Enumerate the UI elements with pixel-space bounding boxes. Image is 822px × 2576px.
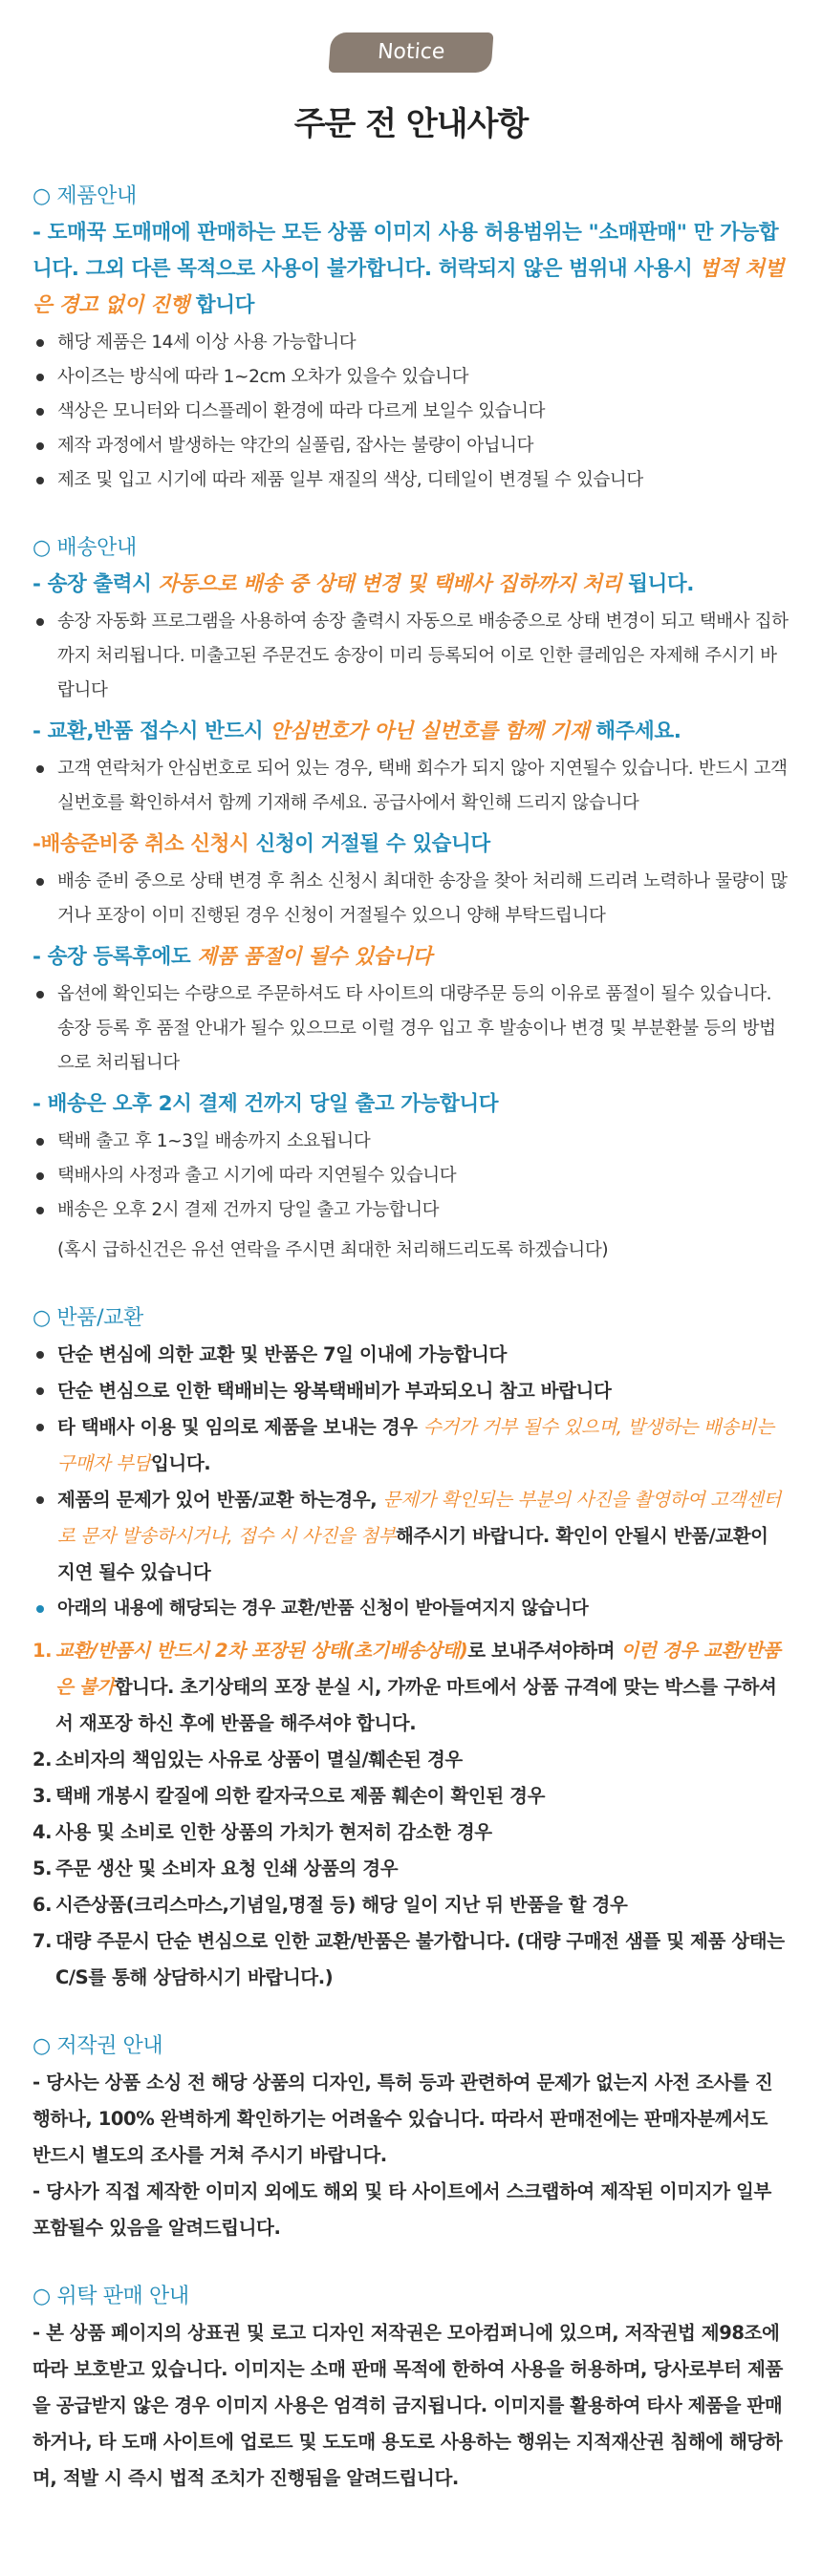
delivery-heading-2-emph: 안심번호가 아닌 실번호를 함께 기재	[270, 719, 590, 743]
list-item	[32, 1851, 790, 1887]
returns-l1-emph2: 이런 경우 교환/반품은 불가	[55, 1640, 781, 1698]
list-number: 3.	[32, 1785, 53, 1807]
list-item: 아래의 내용에 해당되는 경우 교환/반품 신청이 받아들여지지 않습니다	[32, 1591, 790, 1627]
list-item: 제작 과정에서 발생하는 약간의 실풀림, 잡사는 불량이 아닙니다	[32, 429, 790, 463]
delivery-heading-1-emph: 자동으로 배송 중 상태 변경 및 택배사 집하까지 처리	[158, 572, 622, 596]
delivery-heading-5-text: - 배송은 오후 2시 결제 건까지 당일 출고 가능합니다	[32, 1092, 499, 1116]
list-number: 2.	[32, 1749, 53, 1771]
returns-bullets	[32, 1337, 790, 1627]
list-item: 택배사의 사정과 출고 시기에 따라 지연될수 있습니다	[32, 1159, 790, 1193]
section-copyright-title: ○ 저작권 안내	[32, 2034, 163, 2058]
delivery-heading-1-pre: - 송장 출력시	[32, 572, 159, 596]
page-title: 주문 전 안내사항	[293, 105, 529, 143]
list-item: 사이즈는 방식에 따라 1~2cm 오차가 있을수 있습니다	[32, 360, 790, 395]
list-item: 송장 자동화 프로그램을 사용하여 송장 출력시 자동으로 배송중으로 상태 변경이 되고 택배사 집하까지 처리됩니다. 미출고된 주문건도 송장이 미리 등록되어 이로 인한 클레임은 자제해 주시기 바랍니다	[32, 605, 790, 708]
delivery-heading-4-pre: - 송장 등록후에도	[32, 945, 198, 969]
copyright-paragraph-1: - 당사는 상품 소싱 전 해당 상품의 디자인, 특허 등과 관련하여 문제가 없는지 사전 조사를 진행하나, 100% 완벽하게 확인하기는 어려울수 있습니다. 따라서 판매전에는 판매자분께서도 반드시 별도의 조사를 거쳐 주시기 바랍니다.	[32, 2072, 773, 2166]
product-usage-emphasis: 법적 처벌은 경고 없이 진행	[32, 257, 785, 317]
delivery-heading-2-post: 해주세요.	[589, 719, 681, 743]
section-consign	[32, 2281, 790, 2497]
section-product	[32, 181, 790, 498]
returns-b4-pre: 제품의 문제가 있어 반품/교환 하는경우,	[57, 1489, 383, 1511]
returns-b3-pre: 타 택배사 이용 및 임의로 제품을 보내는 경우	[57, 1416, 423, 1438]
list-item: 색상은 모니터와 디스플레이 환경에 따라 다르게 보일수 있습니다	[32, 395, 790, 429]
product-bullets	[32, 326, 790, 498]
delivery-heading-3-blue: 신청이 거절될 수 있습니다	[249, 832, 490, 856]
delivery-heading-1-post: 됩니다.	[621, 572, 695, 596]
list-item: 제조 및 입고 시기에 따라 제품 일부 재질의 색상, 디테일이 변경될 수 있습니다	[32, 463, 790, 498]
consign-paragraph-1: - 본 상품 페이지의 상표권 및 로고 디자인 저작권은 모아컴퍼니에 있으며, 저작권법 제98조에 따라 보호받고 있습니다. 이미지는 소매 판매 목적에 한하여 사용을 허용하며, 당사로부터 제품을 공급받지 않은 경우 이미지 사용은 엄격히 금지됩니다. 이미지를 활용하여 타사 제품을 판매하거나, 타 도매 사이트에 업로드 및 도도매 용도로 사용하는 행위는 지적재산권 침해에 해당하며, 적발 시 즉시 법적 조치가 진행됨을 알려드립니다.	[32, 2322, 783, 2489]
section-delivery-title: ○ 배송안내	[32, 536, 137, 560]
returns-b3-post: 입니다.	[150, 1452, 211, 1474]
list-item: 고객 연락처가 안심번호로 되어 있는 경우, 택배 회수가 되지 않아 지연될수 있습니다. 반드시 고객 실번호를 확인하셔서 함께 기재해 주세요. 공급사에서 확인해 드리지 않습니다	[32, 752, 790, 821]
list-item	[32, 1409, 790, 1482]
delivery-bullets-3	[32, 865, 790, 934]
delivery-bullets-4	[32, 977, 790, 1081]
list-item: 배송은 오후 2시 결제 건까지 당일 출고 가능합니다	[32, 1193, 790, 1228]
list-number: 7.	[32, 1930, 53, 1952]
section-delivery	[32, 532, 790, 1268]
delivery-heading-1	[32, 567, 790, 603]
list-item: 옵션에 확인되는 수량으로 주문하셔도 타 사이트의 대량주문 등의 이유로 품절이 될수 있습니다. 송장 등록 후 품절 안내가 될수 있으므로 이럴 경우 입고 후 발송이나 변경 및 부분환불 등의 방법으로 처리됩니다	[32, 977, 790, 1081]
returns-b3-emph: 수거가 거부 될수 있으며, 발생하는 배송비는 구매자 부담	[57, 1416, 774, 1474]
delivery-heading-4	[32, 939, 790, 976]
list-item: 해당 제품은 14세 이상 사용 가능합니다	[32, 326, 790, 360]
list-item	[32, 1887, 790, 1923]
list-item: 단순 변심에 의한 교환 및 반품은 7일 이내에 가능합니다	[32, 1337, 790, 1373]
delivery-heading-2-pre: - 교환,반품 접수시 반드시	[32, 719, 270, 743]
list-text: 사용 및 소비로 인한 상품의 가치가 현저히 감소한 경우	[55, 1821, 492, 1843]
list-number: 6.	[32, 1894, 53, 1916]
list-number: 5.	[32, 1857, 53, 1879]
delivery-heading-5	[32, 1086, 790, 1123]
delivery-heading-3-orange: -배송준비중 취소 신청시	[32, 832, 249, 856]
list-number: 1.	[32, 1640, 53, 1662]
section-product-title: ○ 제품안내	[32, 184, 137, 208]
list-item: 택배 출고 후 1~3일 배송까지 소요됩니다	[32, 1125, 790, 1159]
returns-b4-post: 해주시기 바랍니다. 확인이 안될시 반품/교환이 지연 될수 있습니다	[57, 1525, 768, 1583]
list-text: 시즌상품(크리스마스,기념일,명절 등) 해당 일이 지난 뒤 반품을 할 경우	[55, 1894, 628, 1916]
returns-l1-post: 합니다. 초기상태의 포장 분실 시, 가까운 마트에서 상품 규격에 맞는 박스를 구하셔서 재포장 하신 후에 반품을 해주셔야 합니다.	[55, 1676, 777, 1734]
section-copyright	[32, 2030, 790, 2246]
list-text: 택배 개봉시 칼질에 의한 칼자국으로 제품 훼손이 확인된 경우	[55, 1785, 546, 1807]
list-text: 소비자의 책임있는 사유로 상품이 멸실/훼손된 경우	[55, 1749, 463, 1771]
list-text: 주문 생산 및 소비자 요청 인쇄 상품의 경우	[55, 1857, 399, 1879]
copyright-paragraph-2: - 당사가 직접 제작한 이미지 외에도 해외 및 타 사이트에서 스크랩하여 제작된 이미지가 일부 포함될수 있음을 알려드립니다.	[32, 2180, 771, 2239]
product-usage-tail: 합니다	[188, 293, 255, 317]
list-item	[32, 1742, 790, 1778]
delivery-heading-2	[32, 714, 790, 750]
delivery-bullets-5	[32, 1125, 790, 1228]
section-returns	[32, 1302, 790, 1996]
returns-b4-emph: 문제가 확인되는 부분의 사진을 촬영하여 고객센터로 문자 발송하시거나, 접수 시 사진을 첨부	[57, 1489, 781, 1547]
list-item	[32, 1923, 790, 1996]
list-item	[32, 1482, 790, 1591]
list-item	[32, 1778, 790, 1814]
returns-l1-emph1: 교환/반품시 반드시 2차 포장된 상태(초기배송상태)	[55, 1640, 468, 1662]
section-consign-title: ○ 위탁 판매 안내	[32, 2285, 189, 2308]
delivery-heading-3	[32, 826, 790, 863]
list-item	[32, 1814, 790, 1851]
delivery-heading-4-emph: 제품 품절이 될수 있습니다	[197, 945, 432, 969]
list-text: 대량 주문시 단순 변심으로 인한 교환/반품은 불가합니다. (대량 구매전 샘플 및 제품 상태는 C/S를 통해 상담하시기 바랍니다.)	[55, 1930, 785, 1988]
list-number: 4.	[32, 1821, 53, 1843]
returns-l1-mid: 로 보내주셔야하며	[467, 1640, 621, 1662]
list-item: 배송 준비 중으로 상태 변경 후 취소 신청시 최대한 송장을 찾아 처리해 드리려 노력하나 물량이 많거나 포장이 이미 진행된 경우 신청이 거절될수 있으니 양해 부탁드립니다	[32, 865, 790, 934]
returns-exceptions-list	[32, 1633, 790, 1996]
section-returns-title: ○ 반품/교환	[32, 1306, 143, 1330]
list-item: 단순 변심으로 인한 택배비는 왕복택배비가 부과되오니 참고 바랍니다	[32, 1373, 790, 1409]
product-usage-notice	[32, 215, 790, 324]
notice-badge: Notice	[328, 32, 493, 73]
notice-badge-wrap	[32, 32, 790, 78]
delivery-note: (혹시 급하신건은 유선 연락을 주시면 최대한 처리해드리도록 하겠습니다)	[57, 1240, 609, 1260]
product-usage-text: - 도매꾹 도매매에 판매하는 모든 상품 이미지 사용 허용범위는 "소매판매" 만 가능합니다. 그외 다른 목적으로 사용이 불가합니다. 허락되지 않은 범위내 사용시	[32, 221, 779, 281]
delivery-bullets-1	[32, 605, 790, 708]
list-item	[32, 1633, 790, 1742]
delivery-bullets-2	[32, 752, 790, 821]
